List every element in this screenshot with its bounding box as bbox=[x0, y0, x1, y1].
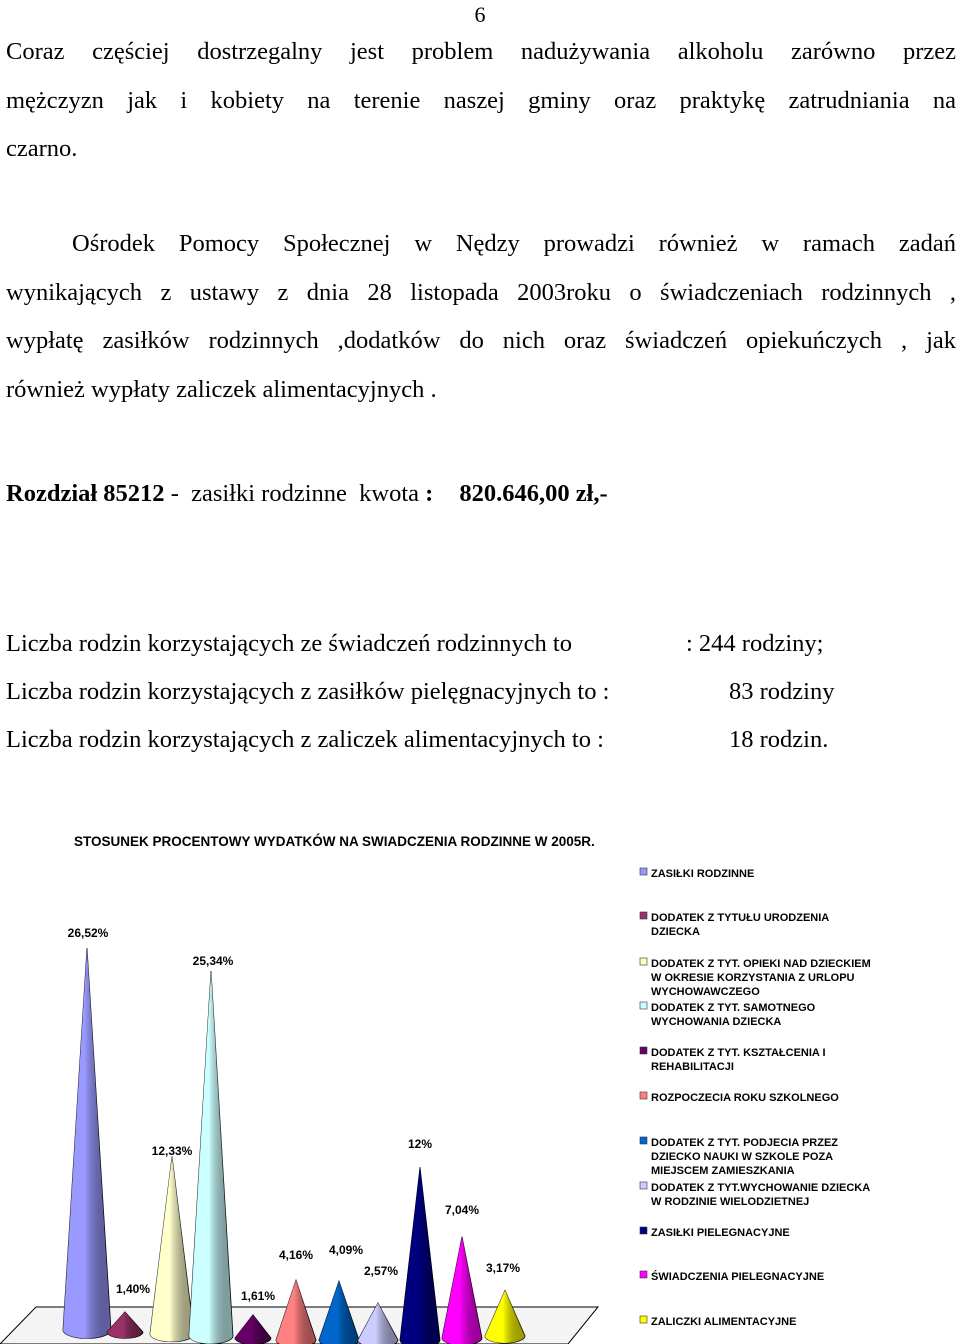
legend-label: WYCHOWAWCZEGO bbox=[651, 986, 760, 998]
legend-item bbox=[640, 1137, 838, 1177]
legend-label: DZIECKA bbox=[651, 926, 700, 938]
paragraph-ops bbox=[6, 220, 956, 414]
legend-item bbox=[640, 1316, 796, 1328]
cone-shade bbox=[442, 1237, 482, 1344]
value-label: 1,40% bbox=[115, 1282, 151, 1296]
legend-label: MIEJSCEM ZAMIESZKANIA bbox=[651, 1165, 795, 1177]
legend-item bbox=[640, 868, 754, 880]
legend-swatch bbox=[640, 1316, 647, 1323]
paragraph-line: wynikających z ustawy z dnia 28 listopada 2003roku o świadczeniach rodzinnych , bbox=[6, 278, 956, 306]
legend-swatch bbox=[640, 868, 647, 875]
legend-swatch bbox=[640, 1002, 647, 1009]
value-label: 12% bbox=[407, 1137, 433, 1151]
rozdzial-label: Rozdział 85212 bbox=[6, 480, 165, 507]
legend-item bbox=[640, 1002, 816, 1028]
legend-label: DODATEK Z TYT. OPIEKI NAD DZIECKIEM bbox=[651, 958, 871, 970]
families-label-2: Liczba rodzin korzystających z zasiłków pielęgnacyjnych to : bbox=[6, 678, 610, 705]
rozdzial-colon: : bbox=[425, 480, 434, 507]
cone-10 bbox=[442, 1237, 482, 1344]
legend-label: WYCHOWANIA DZIECKA bbox=[651, 1016, 782, 1028]
value-label: 12,33% bbox=[151, 1144, 193, 1158]
families-label-3: Liczba rodzin korzystających z zaliczek alimentacyjnych to : bbox=[6, 726, 604, 753]
cone-4 bbox=[189, 971, 233, 1344]
legend-item bbox=[640, 958, 871, 998]
expenditure-chart bbox=[0, 820, 960, 1344]
legend-label: W RODZINIE WIELODZIETNEJ bbox=[651, 1196, 810, 1208]
legend-swatch bbox=[640, 1182, 647, 1189]
legend-swatch bbox=[640, 1092, 647, 1099]
cone-shade bbox=[63, 948, 111, 1338]
legend-swatch bbox=[640, 1137, 647, 1144]
cone-shade bbox=[189, 971, 233, 1344]
value-label: 7,04% bbox=[444, 1203, 480, 1217]
cone-3 bbox=[150, 1156, 194, 1341]
cone-shade bbox=[400, 1167, 440, 1344]
families-value-3: 18 rodzin. bbox=[729, 726, 829, 753]
legend-item bbox=[640, 1227, 790, 1239]
value-label: 2,57% bbox=[363, 1264, 399, 1278]
rozdzial-heading bbox=[6, 480, 608, 508]
legend-item bbox=[640, 912, 829, 938]
paragraph-alcohol bbox=[6, 28, 956, 174]
legend-item bbox=[640, 1182, 870, 1208]
legend-label: ZASIŁKI PIELEGNACYJNE bbox=[651, 1227, 790, 1239]
legend-swatch bbox=[640, 1227, 647, 1234]
value-label: 25,34% bbox=[192, 954, 234, 968]
value-label: 26,52% bbox=[67, 926, 109, 940]
legend-label: DODATEK Z TYTUŁU URODZENIA bbox=[651, 912, 830, 924]
legend-label: ZALICZKI ALIMENTACYJNE bbox=[651, 1316, 797, 1328]
paragraph-line: Coraz częściej dostrzegalny jest problem nadużywania alkoholu zarówno przez bbox=[6, 38, 956, 65]
legend-label: DODATEK Z TYT.WYCHOWANIE DZIECKA bbox=[651, 1182, 871, 1194]
value-label: 4,09% bbox=[328, 1243, 364, 1257]
legend-label: DZIECKO NAUKI W SZKOLE POZA bbox=[651, 1151, 834, 1163]
legend-label: DODATEK Z TYT. PODJECIA PRZEZ bbox=[651, 1137, 839, 1149]
value-label: 1,61% bbox=[240, 1289, 276, 1303]
legend-swatch bbox=[640, 958, 647, 965]
value-label: 3,17% bbox=[485, 1261, 521, 1275]
legend-label: ŚWIADCZENIA PIELEGNACYJNE bbox=[651, 1271, 825, 1283]
legend-swatch bbox=[640, 912, 647, 919]
cone-1 bbox=[63, 948, 111, 1338]
legend-item bbox=[640, 1047, 826, 1073]
chart-title: STOSUNEK PROCENTOWY WYDATKÓW NA SWIADCZENIA RODZINNE W 2005R. bbox=[74, 834, 595, 849]
legend-item bbox=[640, 1270, 824, 1283]
rozdzial-text: - zasiłki rodzinne kwota bbox=[164, 480, 426, 507]
legend-item bbox=[640, 1092, 839, 1104]
legend-label: REHABILITACJI bbox=[651, 1061, 734, 1073]
cone-9 bbox=[400, 1167, 440, 1344]
paragraph-line: Ośrodek Pomocy Społecznej w Nędzy prowadzi również w ramach zadań bbox=[72, 230, 956, 257]
rozdzial-amount: 820.646,00 zł,- bbox=[459, 480, 608, 507]
legend-swatch bbox=[640, 1271, 647, 1278]
legend-label: W OKRESIE KORZYSTANIA Z URLOPU bbox=[651, 972, 855, 984]
paragraph-line: również wypłaty zaliczek alimentacyjnych . bbox=[6, 375, 437, 403]
families-value-1: : 244 rodziny; bbox=[686, 630, 824, 657]
legend-label: ROZPOCZECIA ROKU SZKOLNEGO bbox=[651, 1092, 839, 1104]
legend-label: ZASIŁKI RODZINNE bbox=[651, 868, 755, 880]
legend-label: DODATEK Z TYT. SAMOTNEGO bbox=[651, 1002, 816, 1014]
cone-shade bbox=[150, 1156, 194, 1341]
legend-swatch bbox=[640, 1047, 647, 1054]
paragraph-line: mężczyzn jak i kobiety na terenie naszej gminy oraz praktykę zatrudniania na bbox=[6, 86, 956, 114]
paragraph-line: czarno. bbox=[6, 135, 78, 162]
page-number: 6 bbox=[474, 2, 486, 27]
families-label-1: Liczba rodzin korzystających ze świadczeń rodzinnych to bbox=[6, 630, 572, 657]
legend-label: DODATEK Z TYT. KSZTAŁCENIA I bbox=[651, 1047, 826, 1059]
value-label: 4,16% bbox=[278, 1248, 314, 1262]
paragraph-line: wypłatę zasiłków rodzinnych ,dodatków do nich oraz świadczeń opiekuńczych , jak bbox=[6, 327, 956, 354]
families-value-2: 83 rodziny bbox=[729, 678, 835, 705]
